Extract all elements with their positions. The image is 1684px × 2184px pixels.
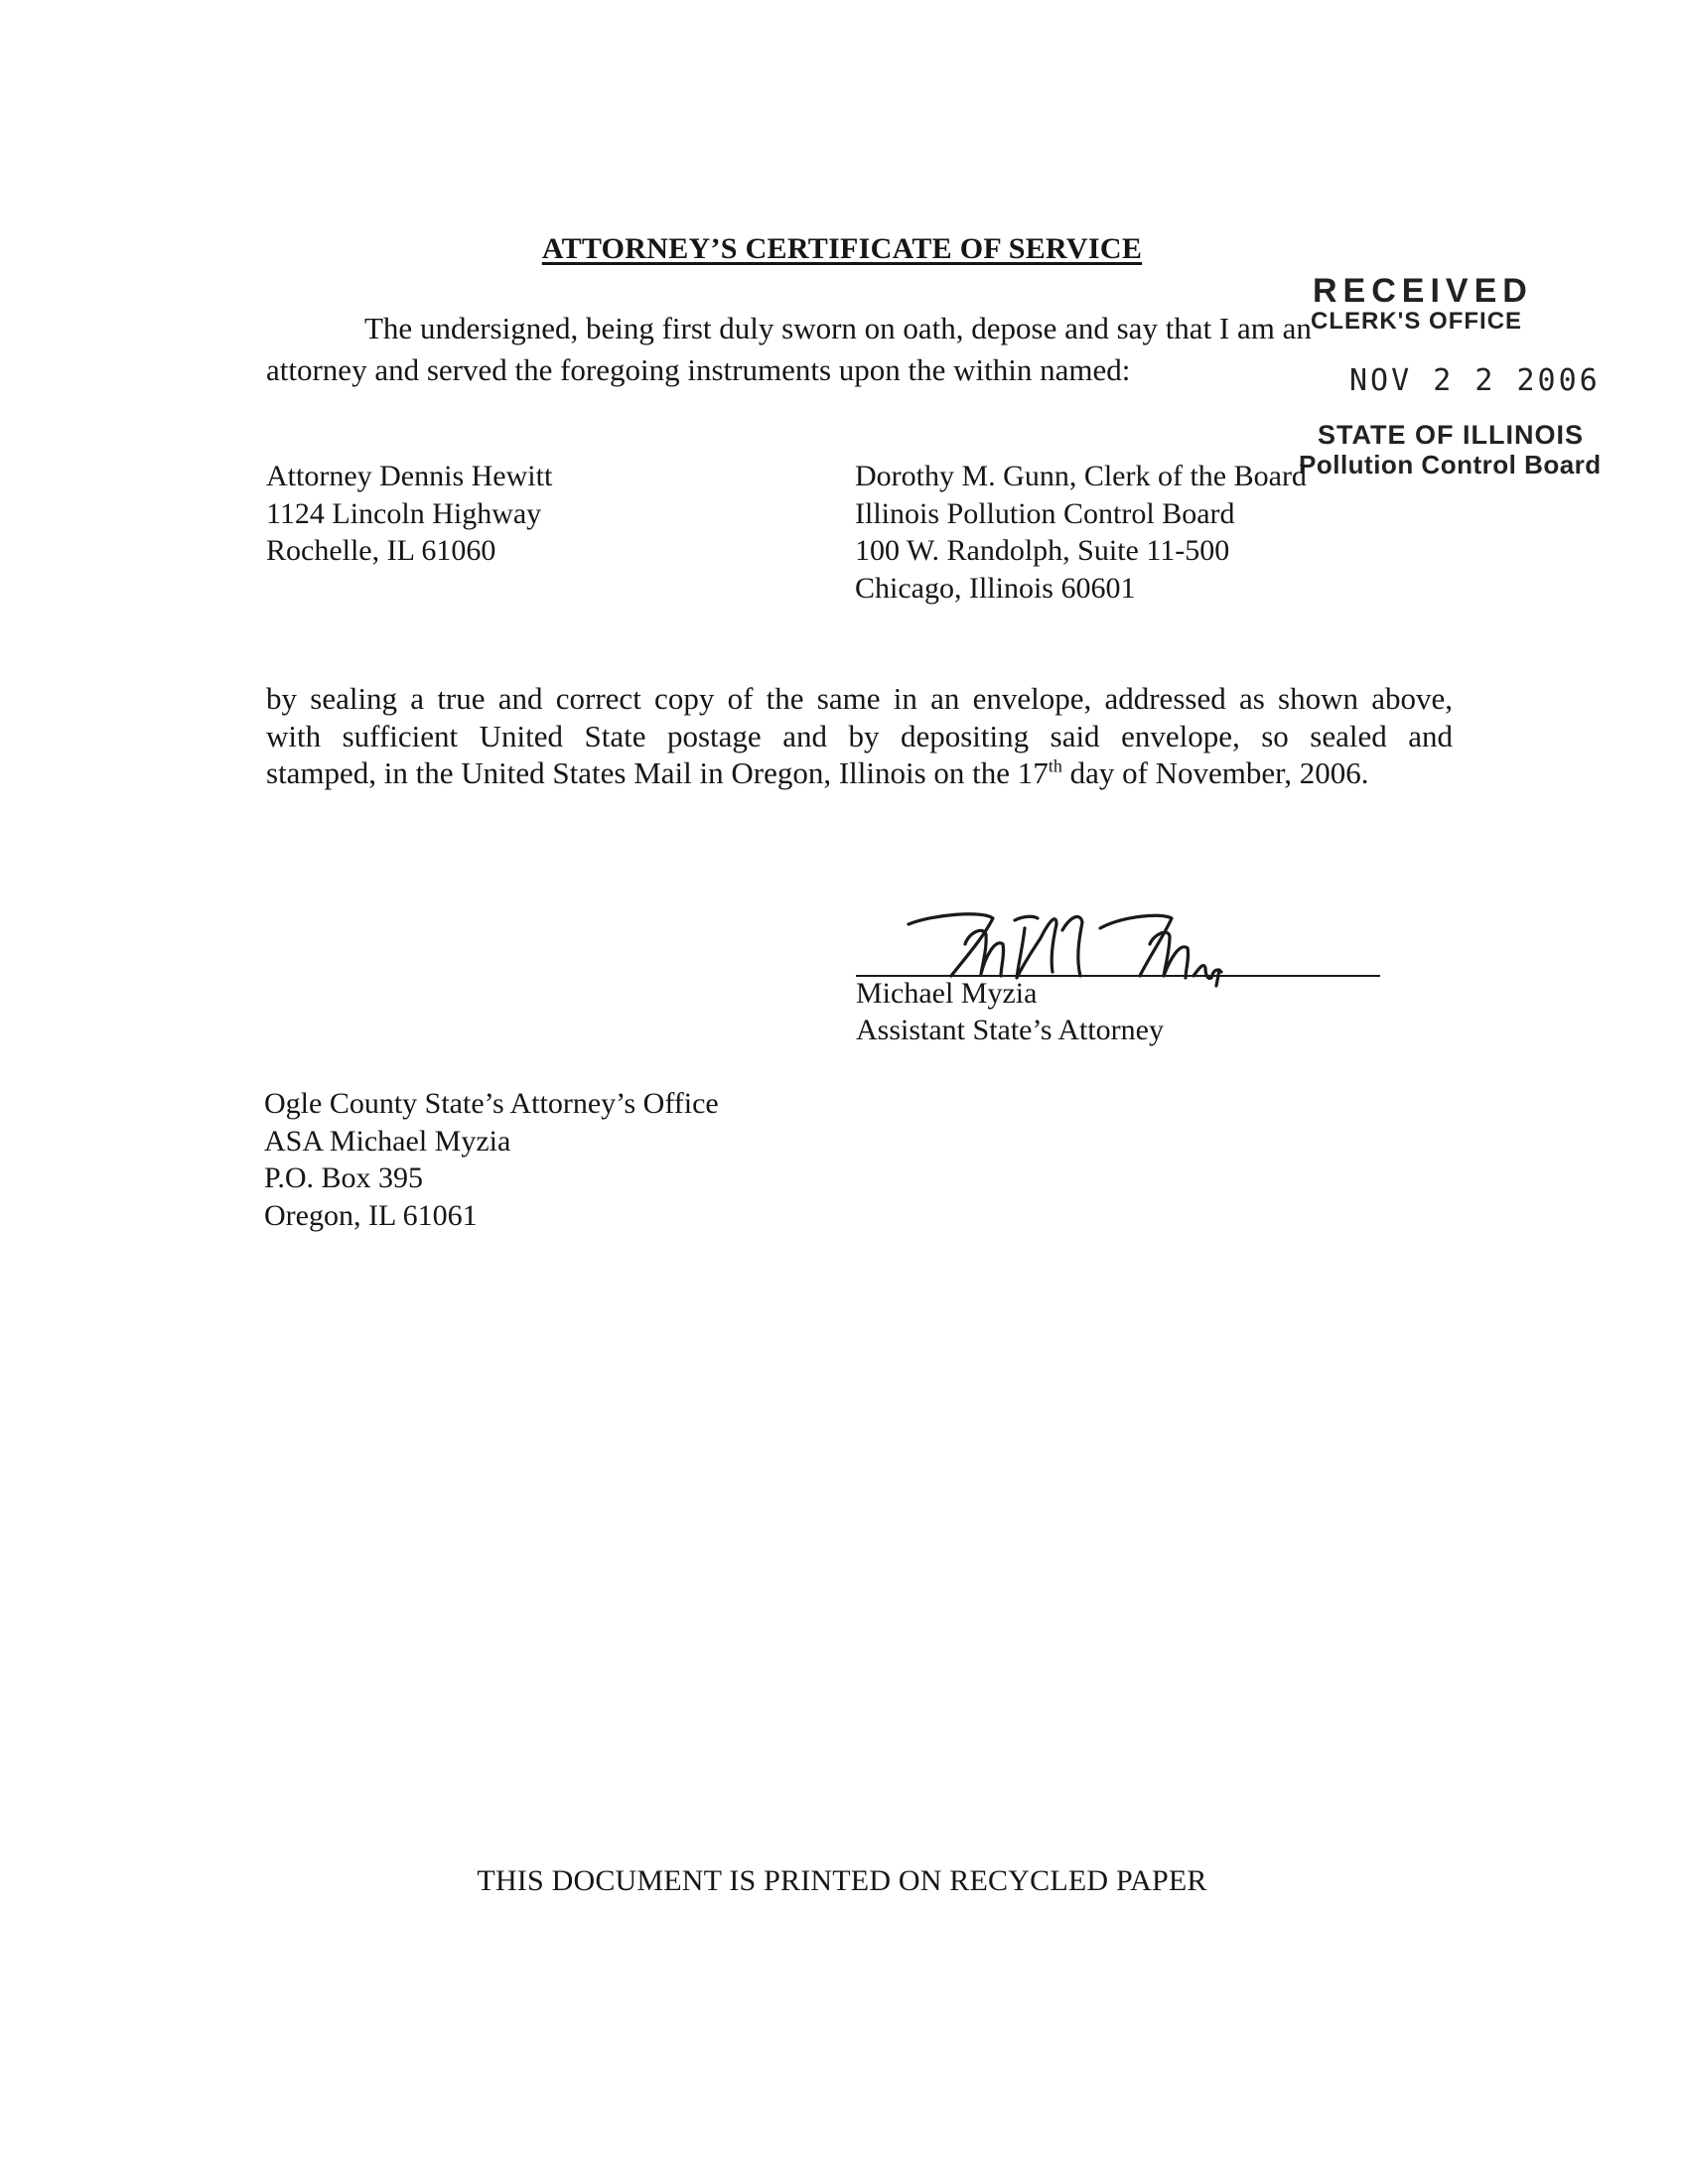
signer-name: Michael Myzia [856,977,1038,1010]
address-line: Chicago, Illinois 60601 [855,571,1136,605]
address-line: Ogle County State’s Attorney’s Office [264,1087,719,1120]
paragraph-line: by sealing a true and correct copy of the same in an envelope, addressed as shown above, [266,681,1453,716]
recipient-address-hewitt [266,458,552,570]
recipient-address-clerk [855,458,1307,607]
intro-line-1: The undersigned, being first duly sworn on oath, depose and say that I am an [364,311,1312,345]
address-line: 1124 Lincoln Highway [266,496,542,530]
paragraph-text: day of November, 2006. [1061,755,1369,790]
address-line: Dorothy M. Gunn, Clerk of the Board [855,460,1307,492]
address-line: Illinois Pollution Control Board [855,496,1235,530]
paragraph-line: with sufficient United State postage and by depositing said envelope, so sealed and [266,718,1453,753]
signer-title: Assistant State’s Attorney [856,1014,1164,1046]
address-line: Attorney Dennis Hewitt [266,460,553,492]
sender-office-address [264,1085,719,1234]
received-stamp-state: STATE OF ILLINOIS [1318,420,1584,450]
paragraph-line-last [266,754,1453,792]
service-paragraph [266,680,1453,792]
received-stamp-date: NOV 2 2 2006 [1349,363,1601,398]
paragraph-text: stamped, in the United States Mail in Oregon, Illinois on the 17 [266,755,1049,790]
received-stamp-clerk: CLERK'S OFFICE [1311,308,1523,335]
document-title: ATTORNEY’S CERTIFICATE OF SERVICE [541,232,1143,265]
address-line: Oregon, IL 61061 [264,1198,478,1232]
intro-line-2: attorney and served the foregoing instruments upon the within named: [266,352,1131,387]
received-stamp-title: RECEIVED [1313,272,1533,310]
recycled-paper-footer: THIS DOCUMENT IS PRINTED ON RECYCLED PAPER [477,1864,1207,1897]
ordinal-suffix: th [1048,755,1062,776]
address-line: 100 W. Randolph, Suite 11-500 [855,534,1230,567]
signer-block [856,975,1164,1048]
address-line: P.O. Box 395 [264,1161,424,1194]
address-line: Rochelle, IL 61060 [266,534,496,567]
received-stamp-board: Pollution Control Board [1299,450,1602,479]
address-line: ASA Michael Myzia [264,1124,511,1158]
